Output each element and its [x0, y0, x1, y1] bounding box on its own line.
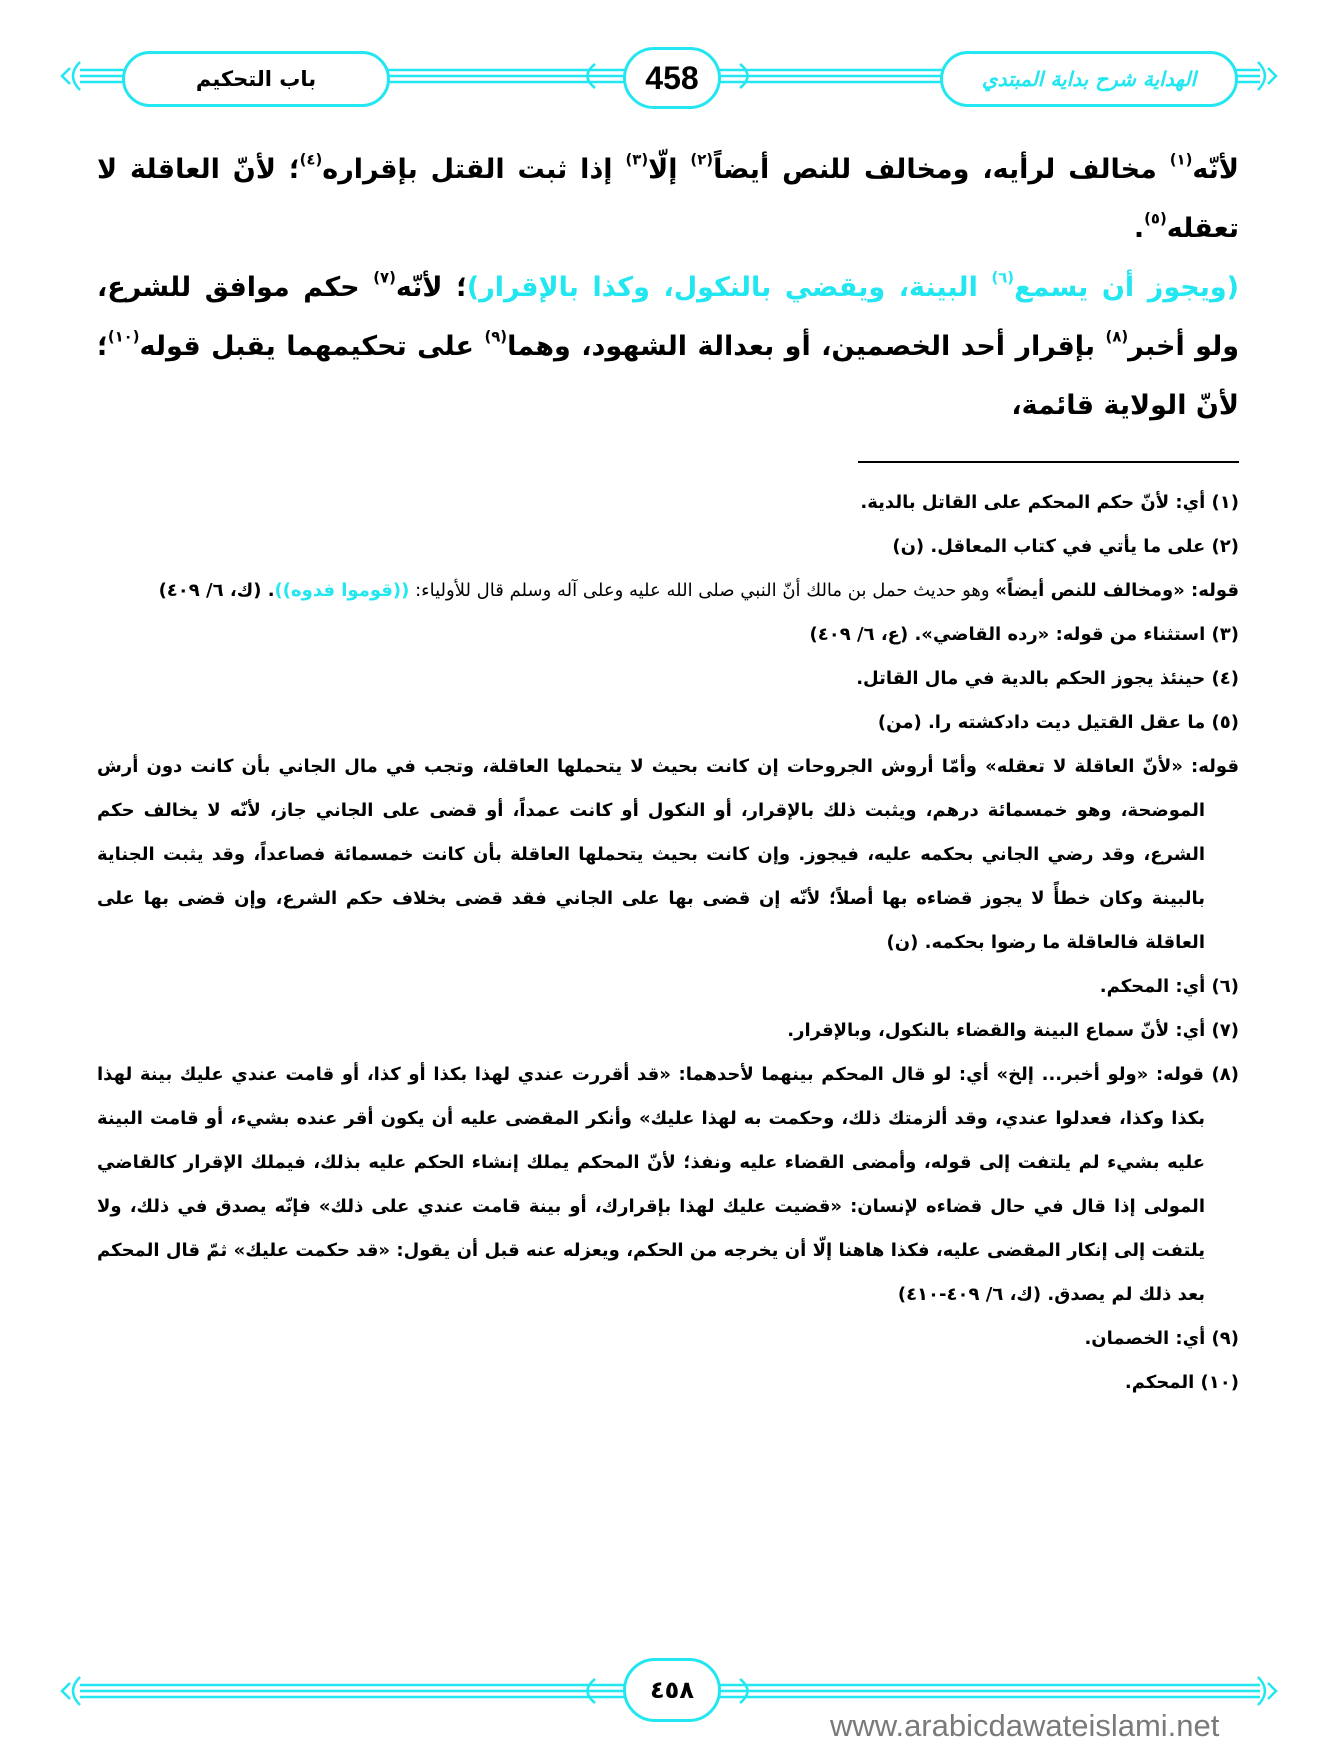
footnote-5-commentary	[97, 745, 1239, 965]
website-url[interactable]: www.arabicdawateislami.net	[830, 1708, 1220, 1743]
footnote-10	[97, 1361, 1239, 1405]
footnote-7	[97, 1009, 1239, 1053]
footnote-3	[97, 613, 1239, 657]
footnote-ref[interactable]: (١٠)	[107, 327, 140, 346]
footer	[0, 1655, 1319, 1760]
footnote-ref[interactable]: (٤)	[299, 150, 323, 169]
footnote-text: (٤) حينئذ يجوز الحكم بالدية في مال القاتل.	[856, 668, 1239, 689]
footnote-text: وأمّا أروش الجروحات إن كانت بحيث لا يتحملها العاقلة، وتجب في مال الجاني بأن كانت دون أرش الموضحة، وهو خمسمائة درهم، ويثبت ذلك بالإقرار، أو النكول أو كانت عمداً، أو قضى على الجاني جاز، لأنّه لا يخالف حكم الشرع، وقد رضي الجاني بحكمه عليه، فيجوز. وإن كانت بحيث يتحملها العاقلة بأن كانت خمسمائة فصاعداً، وقد يثبت الجناية بالبينة وكان خطأً لا يجوز قضاءه بها أصلاً؛ لأنّه إن قضى بها على الجاني فقد قضى بخلاف حكم الشرع، وإن قضى بها على العاقلة فالعاقلة ما رضوا بحكمه. (ن)	[97, 756, 1205, 953]
footnote-2-commentary	[97, 569, 1239, 613]
footnote-5	[97, 701, 1239, 745]
matn-text: البينة، ويقضي بالنكول، وكذا بالإقرار)	[466, 272, 992, 303]
footnote-ref[interactable]: (٢)	[690, 150, 714, 169]
footnote-text: (٢) على ما يأتي في كتاب المعاقل. (ن)	[892, 536, 1239, 557]
text: لأنّه	[1192, 154, 1239, 185]
footnote-text: (٥) ما عقل القتيل ديت دادكشته را. (من)	[877, 712, 1239, 733]
footnote-text: أي: لو قال المحكم بينهما لأحدهما: «قد أقررت عندي لهذا بكذا أو كذا، أو قامت عندي عليك بينة لهذا بكذا وكذا، فعدلوا عندي، وقد ألزمتك ذلك، وحكمت به لهذا عليك» وأنكر المقضى عليه أن يكون أقر عنده بشيء، أو قامت البينة عليه بشيء لم يلتفت إلى قوله، وأمضى القضاء عليه ونفذ؛ لأنّ المحكم يملك إنشاء الحكم عليه بذلك، فيملك الإقرار كالقاضي المولى إذا قال في حال قضاءه لإنسان: «قضيت عليك لهذا بإقرارك، أو بينة قامت عندي على ذلك» فإنّه يصدق في ذلك، ولا يلتفت إلى إنكار المقضى عليه، فكذا هاهنا إلّا أن يخرجه من الحكم، ويعزله عنه قبل أن يقول: «قد حكمت عليك» ثمّ قال المحكم بعد ذلك لم يصدق. (ك، ٦/ ٤٠٩-٤١٠)	[97, 1064, 1205, 1305]
footnote-ref[interactable]: (٥)	[1144, 209, 1167, 228]
hadith-quote: ((قوموا فدوه))	[274, 580, 410, 601]
footnote-ref[interactable]: (٣)	[625, 150, 649, 169]
footnote-9	[97, 1317, 1239, 1361]
footnote-text: (١) أي: لأنّ حكم المحكم على القاتل بالدية.	[860, 492, 1239, 513]
text: إلّا	[648, 154, 691, 185]
footnote-source: . (ك، ٦/ ٤٠٩)	[158, 580, 275, 601]
footnote-8	[97, 1053, 1239, 1317]
matn-text: (ويجوز أن يسمع	[1014, 272, 1239, 303]
footnote-ref[interactable]: (٦)	[991, 268, 1015, 287]
main-paragraph-2	[97, 258, 1239, 435]
chapter-title: باب التحكيم	[122, 51, 390, 107]
header	[0, 0, 1319, 140]
footnote-ref[interactable]: (١)	[1169, 150, 1193, 169]
main-paragraph-1	[97, 140, 1239, 258]
footnote-1	[97, 481, 1239, 525]
text: بإقرار أحد الخصمين، أو بعدالة الشهود، وهما	[507, 331, 1106, 362]
text: ؛ لأنّ العاقلة لا تعقله	[97, 154, 1239, 244]
footnote-6	[97, 965, 1239, 1009]
main-text	[97, 140, 1239, 435]
footnote-lead: قوله: «ومخالف للنص أيضاً»	[995, 580, 1239, 601]
text: على تحكيمهما يقبل قوله	[139, 331, 485, 362]
footnotes	[97, 481, 1239, 1425]
footnote-text: (١٠) المحكم.	[1124, 1372, 1239, 1393]
footnote-text: (٧) أي: لأنّ سماع البينة والقضاء بالنكول، وبالإقرار.	[787, 1020, 1239, 1041]
footnote-text: (٦) أي: المحكم.	[1099, 976, 1239, 997]
footnote-ref[interactable]: (٨)	[1105, 327, 1129, 346]
footnote-text: وهو حديث حمل بن مالك أنّ النبي صلى الله عليه وعلى آله وسلم قال للأولياء:	[409, 580, 996, 601]
text: ؛ لأنّ الولاية قائمة،	[97, 331, 1239, 421]
text: ؛ لأنّه	[395, 272, 467, 303]
footnote-ref[interactable]: (٩)	[484, 327, 508, 346]
footer-page-number: ٤٥٨	[623, 1658, 721, 1722]
footnote-4	[97, 657, 1239, 701]
text: .	[1133, 213, 1145, 244]
text: حكم موافق للشرع، ولو أخبر	[97, 272, 1240, 362]
footnote-text: (٩) أي: الخصمان.	[1084, 1328, 1239, 1349]
text: مخالف لرأيه، ومخالف للنص أيضاً	[713, 154, 1170, 185]
book-title-logo: الهداية شرح بداية المبتدي	[940, 51, 1238, 107]
footnote-text: (٣) استثناء من قوله: «رده القاضي». (ع، ٦/ ٤٠٩)	[809, 624, 1239, 645]
footnote-separator	[858, 461, 1239, 463]
footnote-ref[interactable]: (٧)	[373, 268, 396, 287]
footnote-lead: (٨) قوله: «ولو أخبر... إلخ»	[996, 1064, 1240, 1085]
page-number: 458	[623, 47, 721, 109]
footnote-2	[97, 525, 1239, 569]
text: إذا ثبت القتل بإقراره	[322, 154, 626, 185]
footnote-lead: قوله: «لأنّ العاقلة لا تعقله»	[985, 756, 1239, 777]
